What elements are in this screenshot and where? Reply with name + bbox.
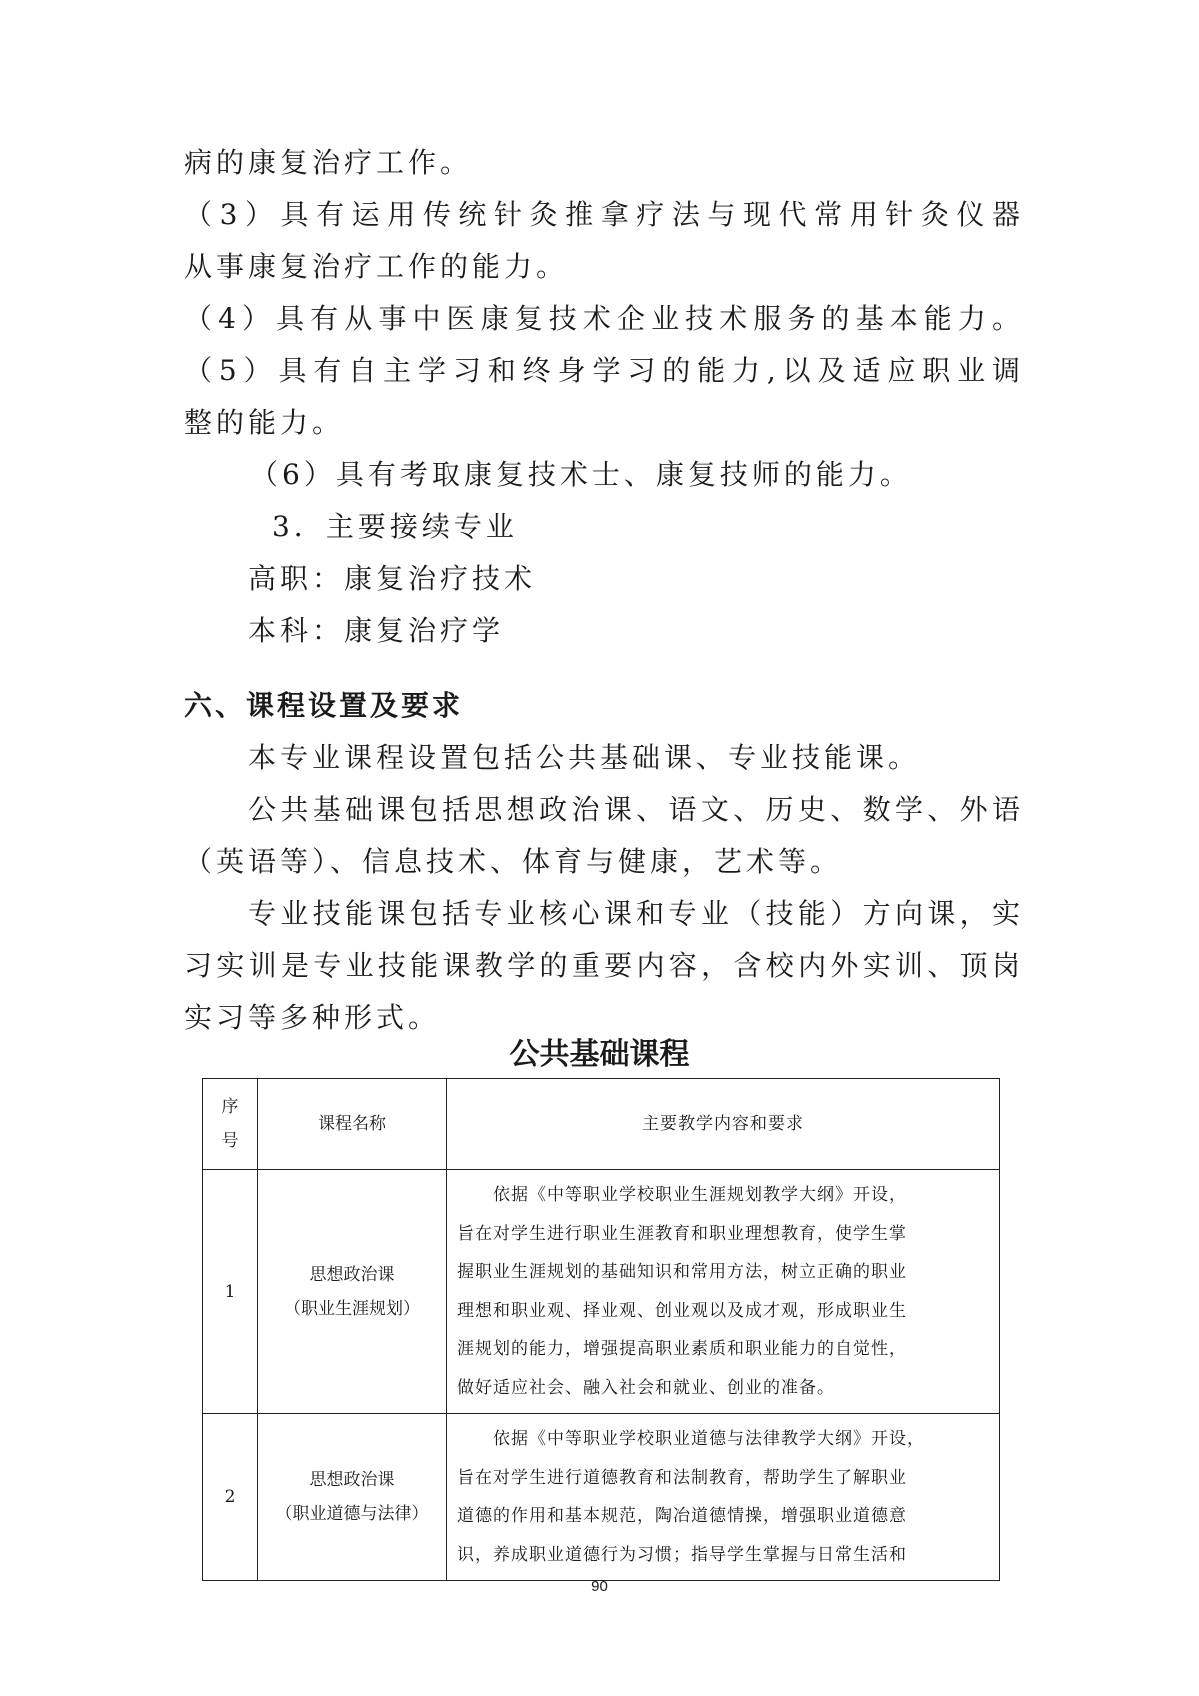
paragraph-text: 实习等多种形式。 xyxy=(184,1001,441,1034)
row-content xyxy=(447,1170,1000,1414)
course-name-line: 思想政治课 xyxy=(309,1470,395,1490)
paragraph-text: 专业技能课包括专业核心课和专业（技能）方向课，实 xyxy=(248,897,1024,930)
paragraph-text: 习实训是专业技能课教学的重要内容，含校内外实训、顶岗 xyxy=(184,949,1024,982)
table-title: 公共基础课程 xyxy=(509,1037,690,1072)
paragraph-text: （4）具有从事中医康复技术企业技术服务的基本能力。 xyxy=(184,302,1024,335)
paragraph-text: （5）具有自主学习和终身学习的能力,以及适应职业调 xyxy=(184,354,1024,387)
content-line: 握职业生涯规划的基础知识和常用方法，树立正确的职业 xyxy=(457,1262,907,1282)
row-course-name xyxy=(258,1414,447,1581)
content-line: 理想和职业观、择业观、创业观以及成才观，形成职业生 xyxy=(457,1300,907,1321)
subheading-text: 3．主要接续专业 xyxy=(272,510,518,543)
table-row xyxy=(203,1414,1000,1581)
paragraph-text: （3）具有运用传统针灸推拿疗法与现代常用针灸仪器 xyxy=(184,198,1024,231)
page-number: 90 xyxy=(591,1578,608,1595)
table-row xyxy=(203,1170,1000,1414)
course-name-line: （职业道德与法律） xyxy=(275,1504,429,1524)
table-header-row xyxy=(203,1079,1000,1170)
row-number: 1 xyxy=(203,1170,258,1414)
content-line: 依据《中等职业学校职业生涯规划教学大纲》开设， xyxy=(493,1185,907,1205)
row-number: 2 xyxy=(203,1414,258,1581)
paragraph-text: 高职：康复治疗技术 xyxy=(248,562,537,595)
row-content xyxy=(447,1414,1000,1581)
paragraph-text: 从事康复治疗工作的能力。 xyxy=(184,250,569,283)
paragraph-text: 公共基础课包括思想政治课、语文、历史、数学、外语 xyxy=(248,793,1024,826)
content-line: 依据《中等职业学校职业道德与法律教学大纲》开设， xyxy=(493,1429,925,1449)
paragraph-text: 整的能力。 xyxy=(184,406,345,439)
course-name-line: 思想政治课 xyxy=(309,1264,395,1285)
content-line: 做好适应社会、融入社会和就业、创业的准备。 xyxy=(457,1377,835,1398)
content-line: 涯规划的能力，增强提高职业素质和职业能力的自觉性， xyxy=(457,1339,907,1359)
header-number-bottom: 号 xyxy=(221,1131,239,1151)
paragraph-text: 本专业课程设置包括公共基础课、专业技能课。 xyxy=(248,741,921,774)
content-line: 识，养成职业道德行为习惯；指导学生掌握与日常生活和 xyxy=(457,1544,907,1565)
header-number-top: 序 xyxy=(221,1097,239,1117)
header-number xyxy=(203,1079,258,1170)
header-content: 主要教学内容和要求 xyxy=(447,1079,1000,1170)
row-course-name xyxy=(258,1170,447,1414)
course-name-line: （职业生涯规划） xyxy=(284,1298,420,1319)
content-line: 旨在对学生进行道德教育和法制教育，帮助学生了解职业 xyxy=(457,1467,907,1488)
section-heading: 六、课程设置及要求 xyxy=(184,689,464,722)
paragraph-text: 病的康复治疗工作。 xyxy=(184,146,473,179)
paragraph-text: 本科：康复治疗学 xyxy=(248,614,505,647)
content-line: 旨在对学生进行职业生涯教育和职业理想教育，使学生掌 xyxy=(457,1223,907,1244)
paragraph-text: （6）具有考取康复技术士、康复技师的能力。 xyxy=(250,458,912,491)
content-line: 道德的作用和基本规范，陶冶道德情操，增强职业道德意 xyxy=(457,1506,907,1526)
course-table xyxy=(202,1078,1000,1581)
paragraph-text: （英语等）、信息技术、体育与健康，艺术等。 xyxy=(184,845,843,878)
header-course-name: 课程名称 xyxy=(258,1079,447,1170)
